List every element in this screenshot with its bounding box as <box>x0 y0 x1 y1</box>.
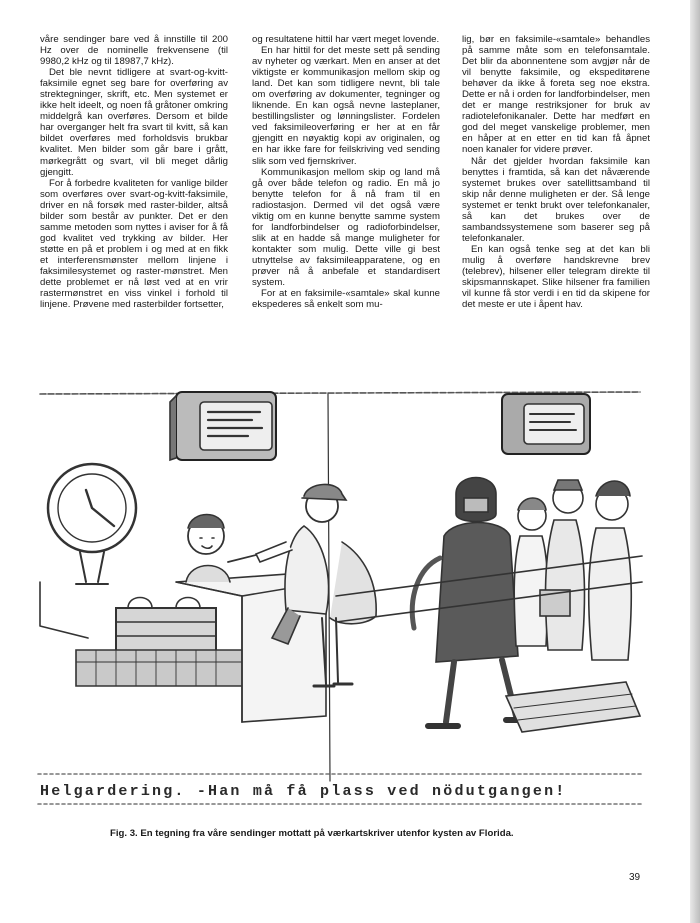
paragraph: For å forbedre kvaliteten for vanlige bilder som overføres over svart-og-kvitt-faksimile, driver en nå forsøk med raster-bilder, altså bilder som består av punkter. Det er den samme metoden som nyttes i aviser for å få god kvalitet ved trykking av bilder. Her støtte en på et problem i og med at en fikk et interferensmønster mellom linjene i faksimilesystemet og raster-mønstret. Men dette problemet er nå løst ved at en vrir rastermønstret en viss vinkel i forhold til linjene. Prøvene med rasterbilder fortsetter, <box>40 177 228 311</box>
text-column-2 <box>252 34 440 310</box>
text-column-3 <box>462 34 650 310</box>
cartoon-caption-strip: Helgardering. -Han må få plass ved nödutgangen! <box>40 783 567 800</box>
paragraph: lig, bør en faksimile-«samtale» behandles på samme måte som en telefonsamtale. Det blir da abonnentene som avgjør når de vil benytte faksimile, og ekspeditørene behøver da ikke å foreta seg noe ekstra. Dette er nå i orden for landforbindelser, men det er mange restriksjoner for bruk av radiotelefonikanaler. Dette har medført en god del meget vanskelige problemer, men en håper at en etter en tid kan få åpnet noen kanaler for videre prøver. <box>462 34 650 156</box>
paragraph: Kommunikasjon mellom skip og land må gå over både telefon og radio. En må jo benytte telefon for å nå fram til en radiostasjon. Dermed vil det også være viktig om en kunne benytte samme system for landforbindelser og radioforbindelser, slik at en hadde så mange muligheter for kontakter som mulig. Dette ville gi best utnyttelse av faksimileapparatene, og en prøver nå å anbefale et standardisert system. <box>252 166 440 289</box>
page-edge <box>690 0 700 923</box>
paragraph: våre sendinger bare ved å innstille til 200 Hz over de nominelle frekvensene (til 9980,2 kHz og til 18987,7 kHz). <box>40 34 228 68</box>
paragraph: En kan også tenke seg at det kan bli mulig å overføre handskrevne brev (telebrev), hilsener eller telegram direkte til skipsmannskapet. Slike hilsener fra familien vil kunne få stor verdi i en tid da skipene for det meste er ute i åpent hav. <box>462 243 650 311</box>
paragraph: En har hittil for det meste sett på sending av nyheter og værkart. Men en anser at det viktigste er kommunikasjon mellom skip og land. Det kan som tidligere nevnt, bli tale om overføring av dokumenter, tegninger og liknende. En kan også nevne lasteplaner, bestillingslister og lønningslister. Fordelen ved faksimileoverføring er her at en får gjengitt en nøyaktig kopi av originalen, og en har ikke fare for feilskriving ved sending slik som ved fjernskriver. <box>252 45 440 167</box>
text-column-1 <box>40 34 228 310</box>
paragraph: Når det gjelder hvordan faksimile kan benyttes i framtida, så kan det nåværende systemet brukes over satellittsamband til skip når denne muligheten er der. Så lenge systemet er tenkt brukt over telefonkanaler, så kan det brukes over de sambandssystemene som baserer seg på telefonkanaler. <box>462 155 650 244</box>
page-number: 39 <box>629 872 641 883</box>
fax-cartoon-illustration <box>36 386 646 806</box>
paragraph: For at en faksimile-«samtale» skal kunne ekspederes så enkelt som mu- <box>252 288 440 311</box>
paragraph: Det ble nevnt tidligere at svart-og-kvitt-faksimile egnet seg bare for overføring av strektegninger, skrift, etc. Men systemet er ikke helt ideelt, og noen få gråtoner omkring middelgrå kan overføres. Dersom et bilde har overganger helt fra svart til kvitt, så kan bildet overføres med forholdsvis brukbar kvalitet. Men bilder som går bare i grått, mørkegrått og svart, vil bli meget dårlig gjengitt. <box>40 67 228 178</box>
paragraph: og resultatene hittil har vært meget lovende. <box>252 34 440 45</box>
cartoon-drawing <box>36 386 646 806</box>
figure-caption: Fig. 3. En tegning fra våre sendinger mottatt på værkartskriver utenfor kysten av Florida. <box>110 828 514 839</box>
